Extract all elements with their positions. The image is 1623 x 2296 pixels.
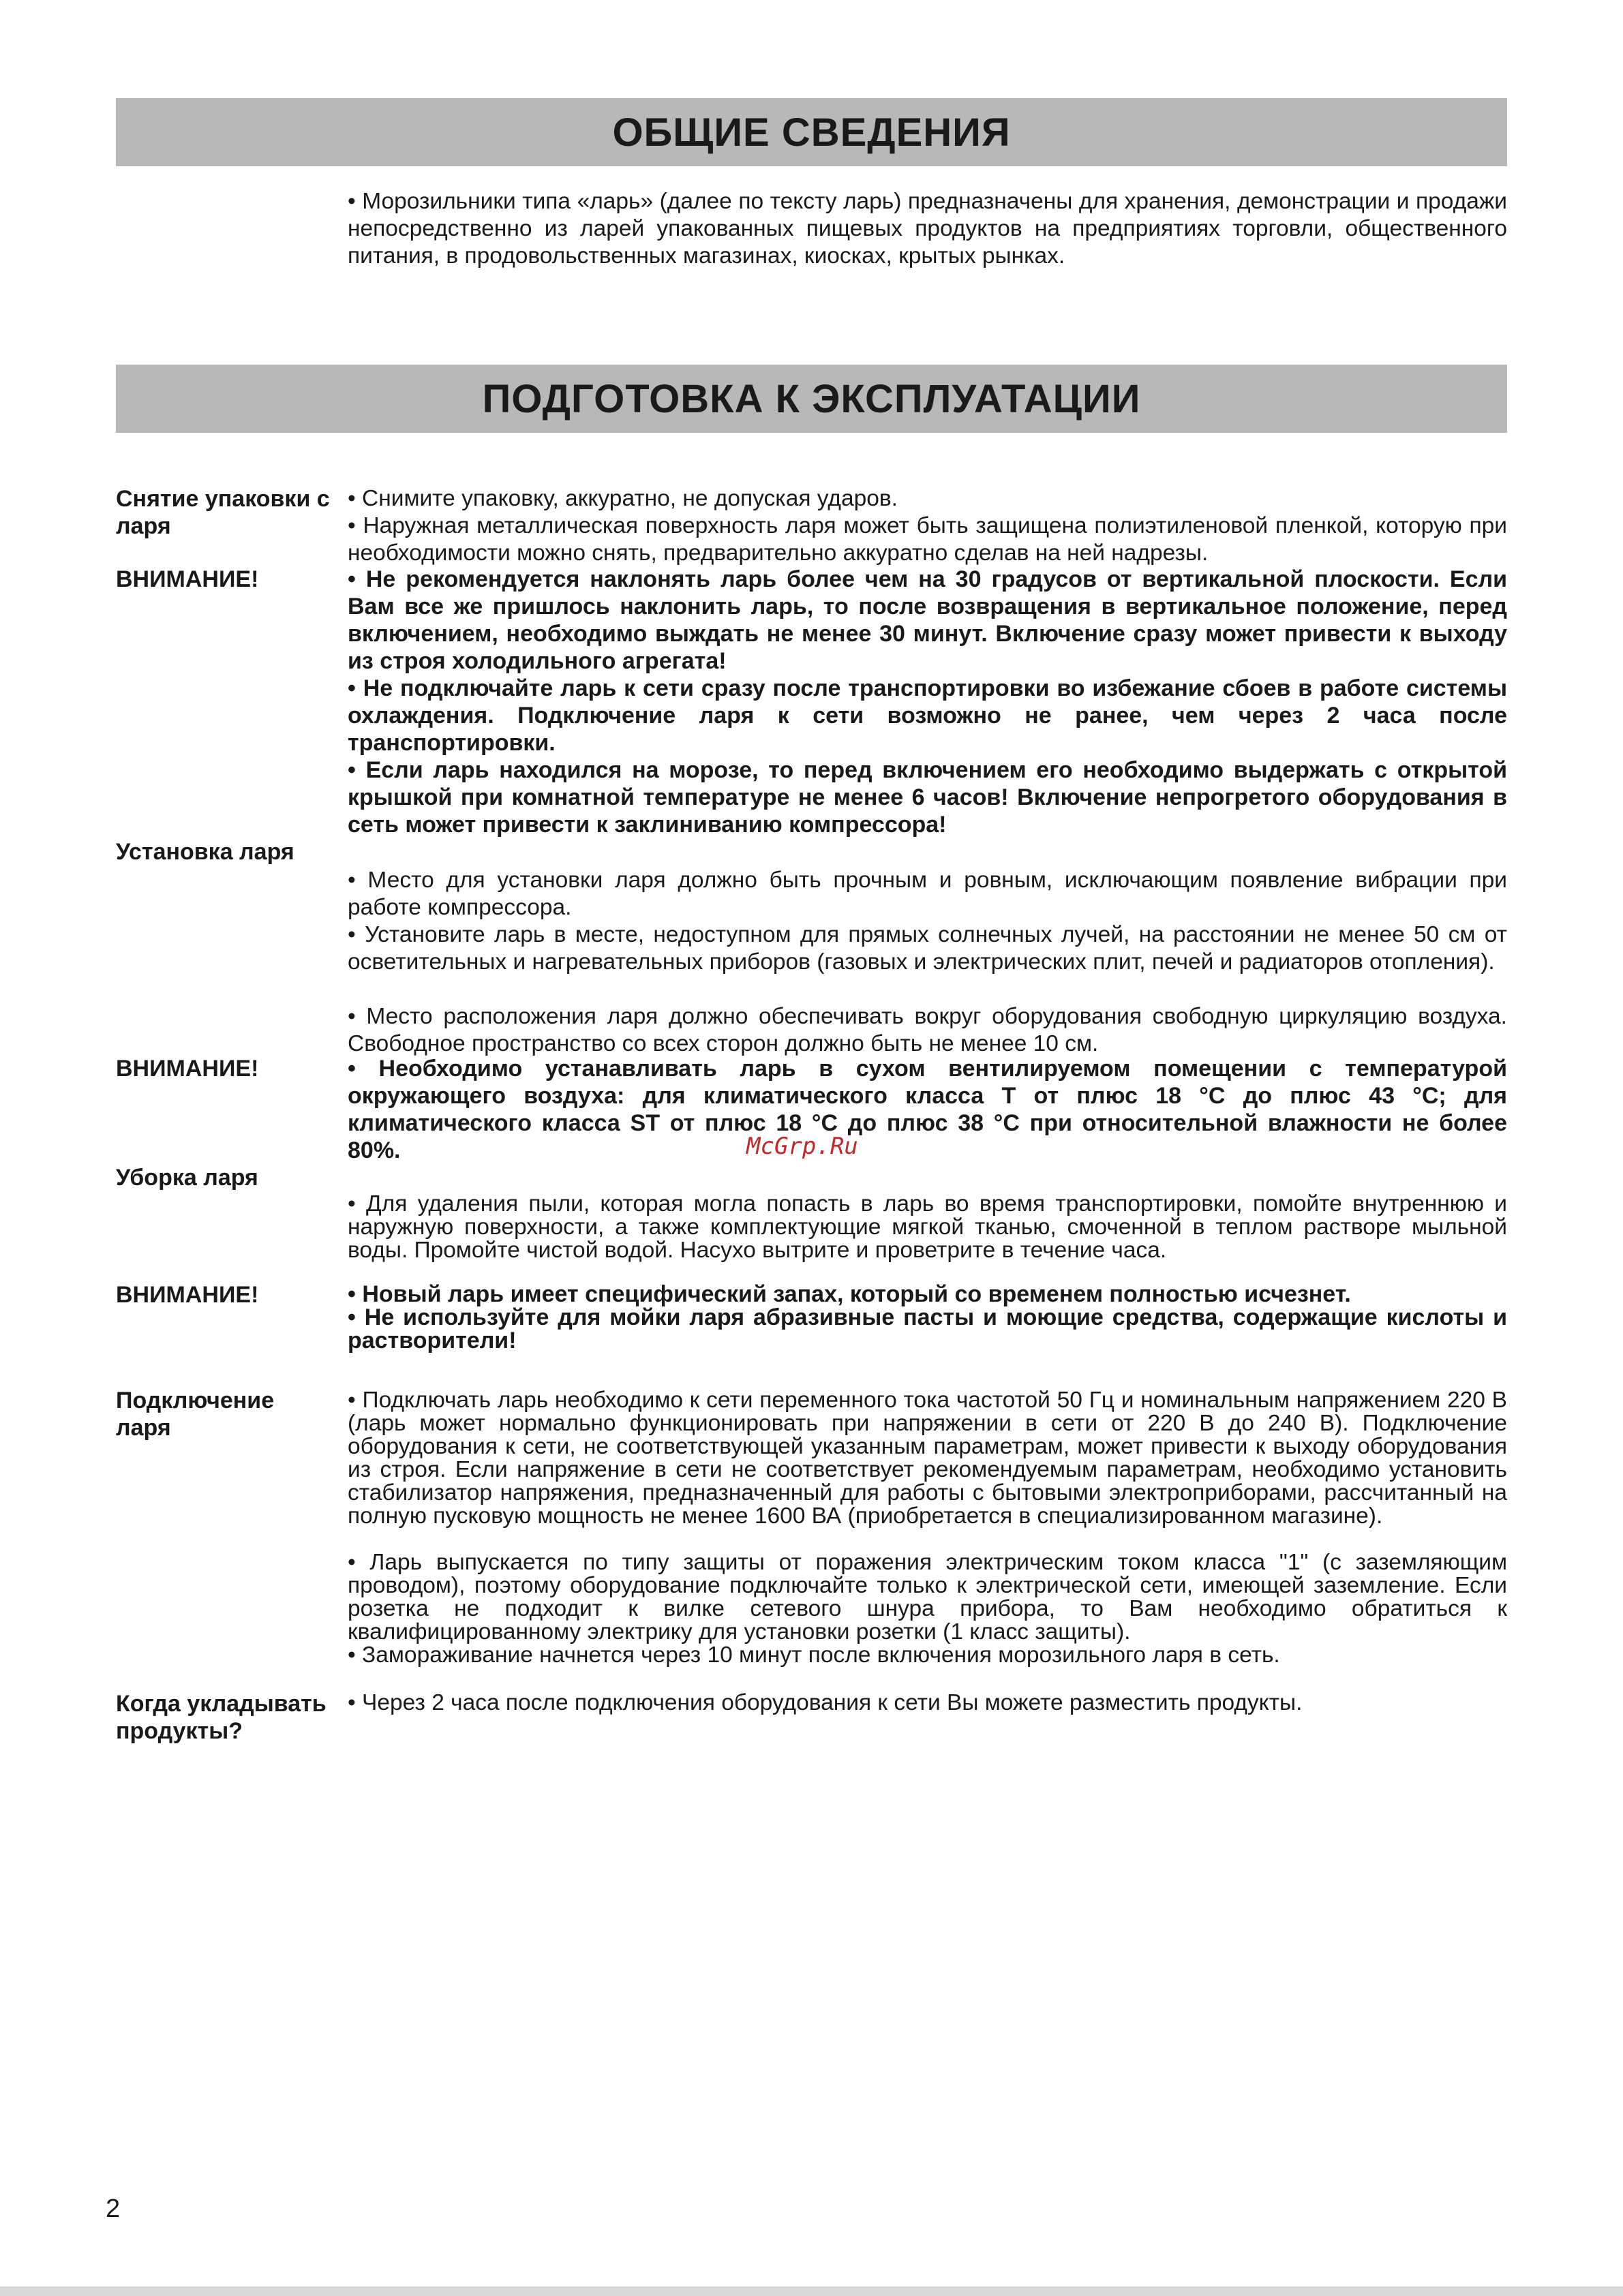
installation-paragraph-3: • Место расположения ларя должно обеспечивать вокруг оборудования свободную циркуляцию воздуха. Свободное пространство со всех сторон должно быть не менее 10 см.: [348, 1004, 1507, 1056]
unpacking-warning-3: • Если ларь находился на морозе, то перед включением его необходимо выдержать с открытой крышкой при комнатной температуре не менее 6 часов! Включение непрогретого оборудования в сеть может привести к заклиниванию компрессора!: [348, 757, 1507, 838]
cleaning-warning-2: • Не используйте для мойки ларя абразивные пасты и моющие средства, содержащие кислоты и растворители!: [348, 1304, 1507, 1353]
label-attention-1: ВНИМАНИЕ!: [116, 566, 259, 592]
installation-paragraph-1: • Место для установки ларя должно быть прочным и ровным, исключающим появление вибрации при работе компрессора.: [348, 868, 1507, 920]
label-unpacking: Снятие упаковки с ларя: [116, 486, 330, 539]
label-when-load: Когда укладывать продукты?: [116, 1691, 327, 1744]
label-installation: Установка ларя: [116, 839, 294, 865]
connection-paragraph-3: • Замораживание начнется через 10 минут после включения морозильного ларя в сеть.: [348, 1642, 1280, 1668]
label-attention-3: ВНИМАНИЕ!: [116, 1282, 259, 1308]
label-connection: Подключение ларя: [116, 1388, 275, 1441]
when-paragraph: • Через 2 часа после подключения оборудования к сети Вы можете разместить продукты.: [348, 1690, 1303, 1715]
label-attention-2: ВНИМАНИЕ!: [116, 1056, 259, 1082]
installation-warning: • Необходимо устанавливать ларь в сухом вентилируемом помещении с температурой окружающего воздуха: для климатического класса Т от плюс 18 °С до плюс 43 °С; для климатического класса ST от плюс 18 °С до плюс 38 °С при относительной влажности не более 80%.: [348, 1056, 1507, 1163]
unpacking-paragraph-2: • Наружная металлическая поверхность ларя может быть защищена полиэтиленовой пленкой, которую при необходимости можно снять, предварительно аккуратно сделав на ней надрезы.: [348, 513, 1507, 566]
unpacking-warning-1: • Не рекомендуется наклонять ларь более чем на 30 градусов от вертикальной плоскости. Если Вам все же пришлось наклонить ларь, то после возвращения в вертикальное положение, перед включением, необходимо выждать не менее 30 минут. Включение сразу может привести к выходу из строя холодильного агрегата!: [348, 566, 1507, 674]
connection-paragraph-2: • Ларь выпускается по типу защиты от поражения электрическим током класса "1" (с заземляющим проводом), поэтому оборудование подключайте только к электрической сети, имеющей заземление. Если розетка не подходит к вилке сетевого шнура прибора, то Вам необходимо обратиться к квалифицированному электрику для установки розетки (1 класс защиты).: [348, 1550, 1507, 1644]
section-title-prep: ПОДГОТОВКА К ЭКСПЛУАТАЦИИ: [482, 376, 1141, 421]
cleaning-warning-1: • Новый ларь имеет специфический запах, который со временем полностью исчезнет.: [348, 1281, 1351, 1307]
section-header-general: [116, 98, 1507, 166]
bottom-divider: [0, 2286, 1623, 2296]
label-cleaning: Уборка ларя: [116, 1165, 258, 1191]
page-number: 2: [106, 2194, 121, 2223]
watermark-text: McGrp.Ru: [746, 1133, 858, 1160]
section-header-prep: [116, 365, 1507, 433]
cleaning-paragraph: • Для удаления пыли, которая могла попасть в ларь во время транспортировки, помойте внутреннюю и наружную поверхности, а также комплектующие мягкой тканью, смоченной в теплом растворе мыльной воды. Промойте чистой водой. Насухо вытрите и проветрите в течение часа.: [348, 1191, 1507, 1263]
unpacking-paragraph-1: • Снимите упаковку, аккуратно, не допуская ударов.: [348, 486, 898, 511]
general-paragraph: • Морозильники типа «ларь» (далее по тексту ларь) предназначены для хранения, демонстрации и продажи непосредственно из ларей упакованных пищевых продуктов на предприятиях торговли, общественного питания, в продовольственных магазинах, киосках, крытых рынках.: [348, 189, 1507, 269]
installation-paragraph-2: • Установите ларь в месте, недоступном для прямых солнечных лучей, на расстоянии не менее 50 см от осветительных и нагревательных приборов (газовых и электрических плит, печей и радиаторов отопления).: [348, 922, 1507, 975]
unpacking-warning-2: • Не подключайте ларь к сети сразу после транспортировки во избежание сбоев в работе системы охлаждения. Подключение ларя к сети возможно не ранее, чем через 2 часа после транспортировки.: [348, 675, 1507, 756]
section-title-general: ОБЩИЕ СВЕДЕНИЯ: [612, 110, 1011, 155]
connection-paragraph-1: • Подключать ларь необходимо к сети переменного тока частотой 50 Гц и номинальным напряжением 220 В (ларь может нормально функционировать при напряжении в сети от 220 В до 240 В). Подключение оборудования к сети, не соответствующей указанным параметрам, может привести к выходу оборудования из строя. Если напряжение в сети не соответствует рекомендуемым параметрам, необходимо установить стабилизатор напряжения, предназначенный для работы с бытовыми электроприборами, рассчитанный на полную пусковую мощность не менее 1600 ВА (приобретается в специализированном магазине).: [348, 1388, 1507, 1529]
